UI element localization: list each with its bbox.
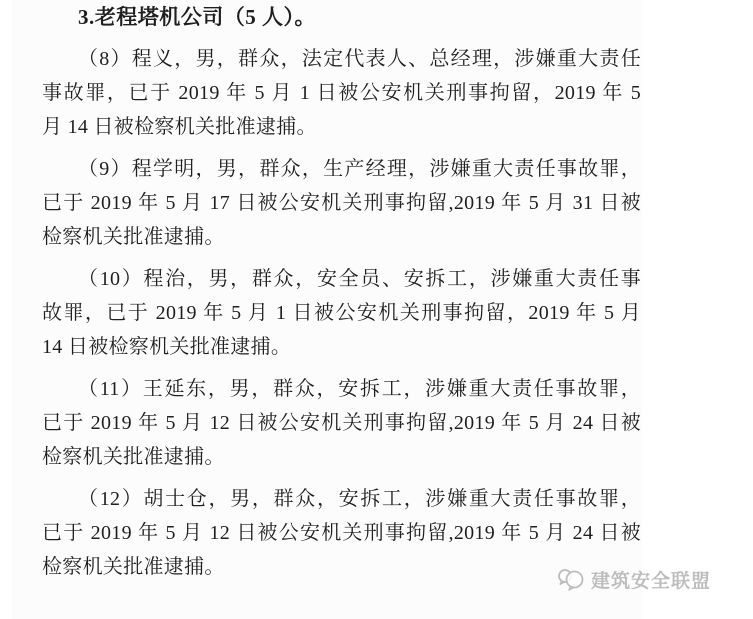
paragraph-line: （12）胡士仓，男，群众，安拆工，涉嫌重大责任事故罪， — [78, 488, 641, 510]
paragraph-line: 事故罪，已于 2019 年 5 月 1 日被公安机关刑事拘留，2019 年 5 — [42, 82, 641, 104]
paragraph-line: （8）程义，男，群众，法定代表人、总经理，涉嫌重大责任 — [78, 48, 641, 70]
watermark-label: 建筑安全联盟 — [590, 571, 711, 592]
paragraph-line: 已于 2019 年 5 月 17 日被公安机关刑事拘留,2019 年 5 月 31 日被 — [42, 192, 641, 214]
paragraph-line: 月 14 日被检察机关批准逮捕。 — [42, 116, 317, 138]
paragraph-line: 检察机关批准逮捕。 — [42, 556, 225, 578]
paragraph-person-10 — [42, 262, 641, 364]
paragraph-person-8 — [42, 42, 641, 144]
paragraph-line: 14 日被检察机关批准逮捕。 — [42, 336, 292, 358]
paragraph-line: 故罪，已于 2019 年 5 月 1 日被公安机关刑事拘留，2019 年 5 月 — [42, 302, 641, 324]
paragraph-line: （10）程治，男，群众，安全员、安拆工，涉嫌重大责任事 — [78, 268, 641, 290]
speech-bubbles-icon — [557, 568, 584, 591]
paragraph-person-9 — [42, 152, 641, 254]
document-body — [42, 2, 641, 592]
paragraph-line: （9）程学明，男，群众，生产经理，涉嫌重大责任事故罪， — [78, 158, 641, 180]
paragraph-person-12 — [42, 482, 641, 584]
paragraph-line: 已于 2019 年 5 月 12 日被公安机关刑事拘留,2019 年 5 月 24 日被 — [42, 522, 641, 544]
paragraph-line: （11）王延东，男，群众，安拆工，涉嫌重大责任事故罪， — [78, 378, 641, 400]
watermark — [557, 566, 711, 593]
paragraph-line: 检察机关批准逮捕。 — [42, 226, 225, 248]
section-heading: 3.老程塔机公司（5 人）。 — [78, 5, 316, 29]
paragraph-line: 已于 2019 年 5 月 12 日被公安机关刑事拘留,2019 年 5 月 24 日被 — [42, 412, 641, 434]
paragraph-person-11 — [42, 372, 641, 474]
paragraph-line: 检察机关批准逮捕。 — [42, 446, 225, 468]
